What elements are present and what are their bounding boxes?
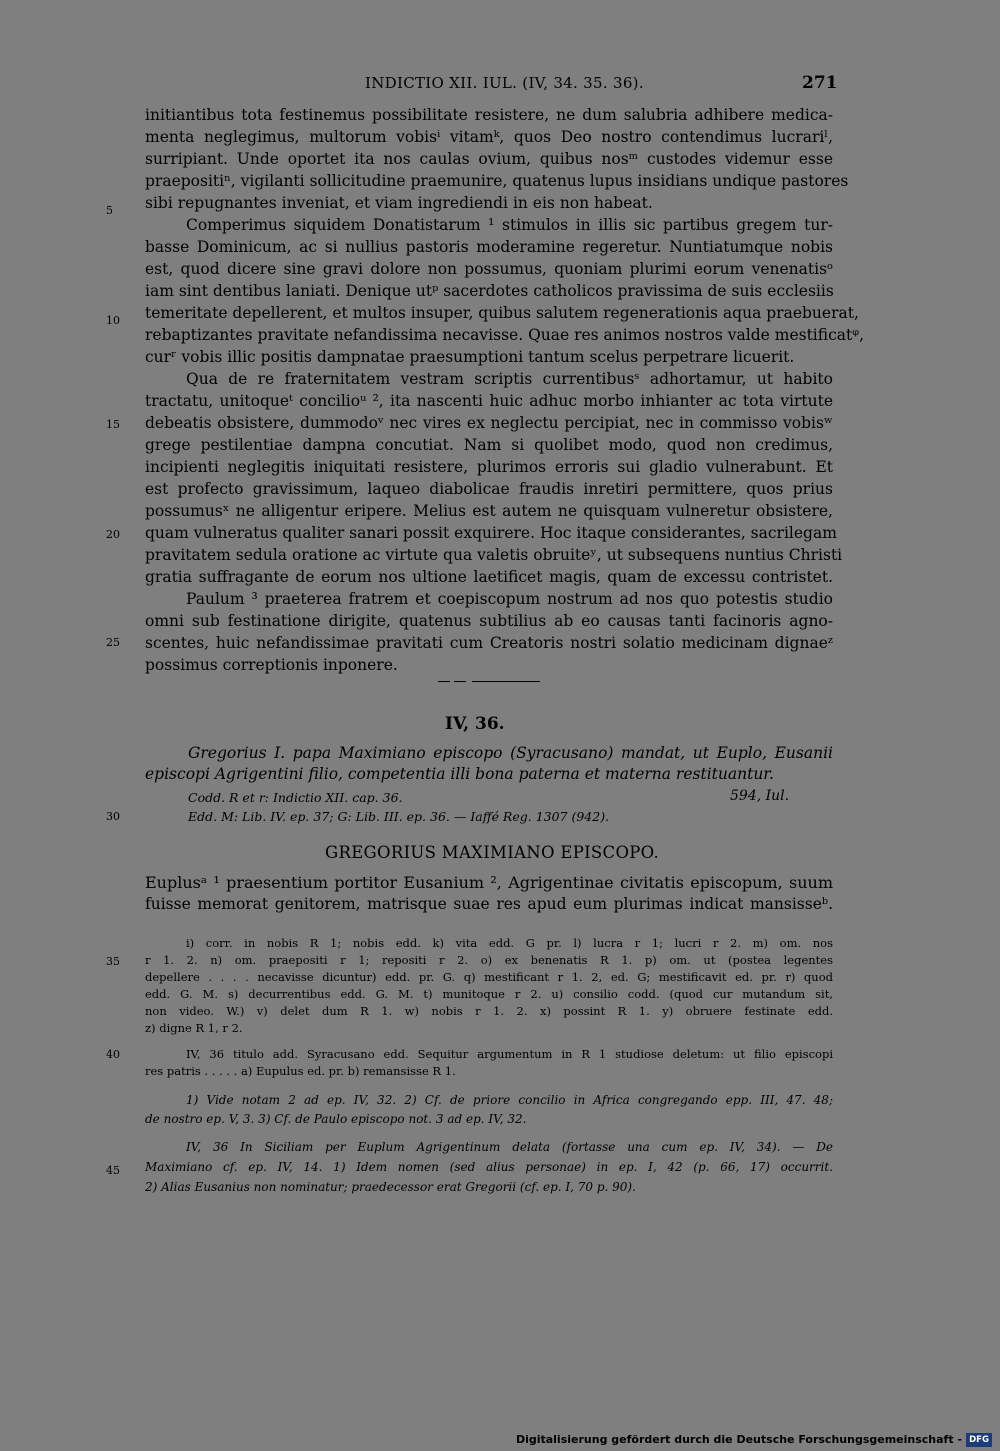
- apparatus-line: depellere . . . . necavisse dicuntur) edd. pr. G. q) mestificant r 1. 2, ed. G; mestificavit ed. pr. r) quod: [145, 970, 833, 984]
- letter-text: fuisse memorat genitorem, matrisque suae res apud eum plurimas indicat mansisseᵇ.: [145, 895, 833, 913]
- body-line: temeritate depellerent, et multos insuper, quibus salutem regenerationis aqua praebuerat,: [145, 304, 859, 322]
- section-divider: [438, 681, 540, 682]
- body-line: menta neglegimus, multorum vobisⁱ vitamᵏ, quos Deo nostro contendimus lucrariˡ,: [145, 128, 833, 146]
- line-number: 40: [106, 1048, 120, 1061]
- codices-line: Codd. R et r: Indictio XII. cap. 36.: [188, 790, 403, 805]
- line-number: 25: [106, 636, 120, 649]
- apparatus-line: edd. G. M. s) decurrentibus edd. G. M. t) munitoque r 2. u) consilio codd. (quod cur mutandum sit,: [145, 987, 833, 1001]
- body-line: curʳ vobis illic positis dampnatae praesumptioni tantum scelus perpetrare licuerit.: [145, 348, 795, 366]
- body-line: gratia suffragante de eorum nos ultione laetificet magis, quam de excessu contristet.: [145, 568, 833, 586]
- letter-text: Euplusᵃ ¹ praesentium portitor Eusanium ², Agrigentinae civitatis episcopum, suum: [145, 873, 833, 892]
- body-line: basse Dominicum, ac si nullius pastoris moderamine regeretur. Nuntiatumque nobis: [145, 238, 833, 256]
- body-line: incipienti neglegitis iniquitati resistere, plurimos erroris sui gladio vulnerabunt. Et: [145, 458, 833, 476]
- body-line: possimus correptionis inponere.: [145, 656, 398, 674]
- line-number: 30: [106, 810, 120, 823]
- note-line: Maximiano cf. ep. IV, 14. 1) Idem nomen (sed alius personae) in ep. I, 42 (p. 66, 17) occurrit.: [145, 1160, 833, 1174]
- note-line: IV, 36 In Siciliam per Euplum Agrigentinum delata (fortasse una cum ep. IV, 34). — De: [186, 1140, 833, 1154]
- body-line: omni sub festinatione dirigite, quatenus subtilius ab eo causas tanti facinoris agno-: [145, 612, 833, 630]
- body-line: quam vulneratus qualiter sanari possit exquirere. Hoc itaque considerantes, sacrilegam: [145, 524, 837, 542]
- body-line: debeatis obsistere, dummodoᵛ nec vires ex neglectu percipiat, nec in commisso vobisʷ: [145, 414, 833, 432]
- apparatus-line: r 1. 2. n) om. praepositi r 1; repositi r 2. o) ex benenatis R 1. p) om. ut (postea legentes: [145, 953, 833, 967]
- apparatus-line: res patris . . . . . a) Eupulus ed. pr. b) remansisse R 1.: [145, 1064, 456, 1078]
- digitization-footer: [0, 1429, 1000, 1451]
- note-line: 2) Alias Eusanius non nominatur; praedecessor erat Gregorii (cf. ep. I, 70 p. 90).: [145, 1180, 636, 1194]
- apparatus-line: non video. W.) v) delet dum R 1. w) nobis r 1. 2. x) possint R 1. y) obruere festinate edd.: [145, 1004, 833, 1018]
- line-number: 10: [106, 314, 120, 327]
- body-line: initiantibus tota festinemus possibilitate resistere, ne dum salubria adhibere medica-: [145, 106, 833, 124]
- body-line: est, quod dicere sine gravi dolore non possumus, quoniam plurimi eorum venenatisᵒ: [145, 260, 833, 278]
- body-line: praepositiⁿ, vigilanti sollicitudine praemunire, quatenus lupus insidians undique pastores: [145, 172, 849, 190]
- editions-line: Edd. M: Lib. IV. ep. 37; G: Lib. III. ep. 36. — Iaffé Reg. 1307 (942).: [188, 809, 610, 824]
- body-line: Paulum ³ praeterea fratrem et coepiscopum nostrum ad nos quo potestis studio: [186, 590, 833, 608]
- apparatus-line: IV, 36 titulo add. Syracusano edd. Sequitur argumentum in R 1 studiose deletum: ut filio episcopi: [186, 1047, 833, 1061]
- letter-summary: Gregorius I. papa Maximiano episcopo (Syracusano) mandat, ut Euplo, Eusanii: [188, 744, 833, 762]
- body-line: possumusˣ ne alligentur eripere. Melius est autem ne quisquam vulneretur obsistere,: [145, 502, 833, 520]
- body-line: Qua de re fraternitatem vestram scriptis currentibusˢ adhortamur, ut habito: [186, 370, 833, 388]
- letter-number: IV, 36.: [445, 714, 505, 734]
- letter-summary: episcopi Agrigentini filio, competentia illi bona paterna et materna restituantur.: [145, 765, 774, 783]
- body-line: iam sint dentibus laniati. Denique utᵖ sacerdotes catholicos pravissima de suis ecclesiis: [145, 282, 834, 300]
- body-line: sibi repugnantes inveniat, et viam ingrediendi in eis non habeat.: [145, 194, 653, 212]
- note-line: 1) Vide notam 2 ad ep. IV, 32. 2) Cf. de priore concilio in Africa congregando epp. III, 47. 48;: [186, 1093, 833, 1107]
- note-line: de nostro ep. V, 3. 3) Cf. de Paulo episcopo not. 3 ad ep. IV, 32.: [145, 1112, 527, 1126]
- letter-date: 594, Iul.: [730, 788, 790, 804]
- running-title: INDICTIO XII. IUL. (IV, 34. 35. 36).: [365, 74, 644, 92]
- body-line: scentes, huic nefandissimae pravitati cum Creatoris nostri solatio medicinam dignaeᶻ: [145, 634, 833, 652]
- body-line: tractatu, unitoqueᵗ concilioᵘ ², ita nascenti huic adhuc morbo inhianter ac tota virtute: [145, 392, 833, 410]
- apparatus-line: i) corr. in nobis R 1; nobis edd. k) vita edd. G pr. l) lucra r 1; lucri r 2. m) om. nos: [186, 936, 833, 950]
- line-number: 15: [106, 418, 120, 431]
- body-line: grege pestilentiae dampna concutiat. Nam si quolibet modo, quod non credimus,: [145, 436, 833, 454]
- body-line: pravitatem sedula oratione ac virtute qua valetis obruiteʸ, ut subsequens nuntius Christi: [145, 546, 843, 564]
- line-number: 20: [106, 528, 120, 541]
- body-line: rebaptizantes pravitate nefandissima necavisse. Quae res animos nostros valde mestificatᵠ,: [145, 326, 865, 344]
- page-number: 271: [802, 73, 838, 93]
- apparatus-line: z) digne R 1, r 2.: [145, 1021, 243, 1035]
- body-line: est profecto gravissimum, laqueo diabolicae fraudis inretiri permittere, quos prius: [145, 480, 833, 498]
- digitization-credit: Digitalisierung gefördert durch die Deutsche Forschungsgemeinschaft -: [515, 1433, 962, 1446]
- line-number: 35: [106, 955, 120, 968]
- body-line: Comperimus siquidem Donatistarum ¹ stimulos in illis sic partibus gregem tur-: [186, 216, 833, 234]
- line-number: 5: [106, 204, 113, 217]
- dfg-logo: DFG: [966, 1433, 992, 1447]
- line-number: 45: [106, 1164, 120, 1177]
- letter-address: GREGORIUS MAXIMIANO EPISCOPO.: [325, 843, 660, 862]
- body-line: surripiant. Unde oportet ita nos caulas ovium, quibus nosᵐ custodes videmur esse: [145, 150, 833, 168]
